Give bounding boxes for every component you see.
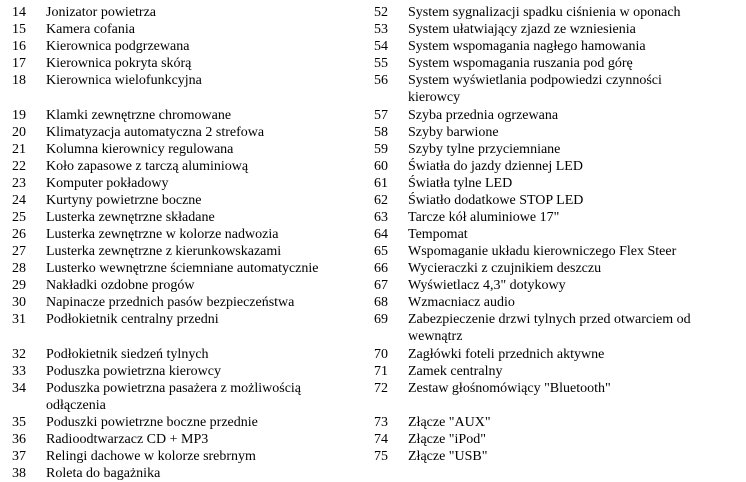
item-text: Nakładki ozdobne progów — [46, 278, 195, 293]
item-number: 24 — [12, 193, 26, 208]
item-number: 66 — [374, 261, 388, 276]
item-text: Podłokietnik centralny przedni — [46, 312, 219, 327]
item-text: Szyby tylne przyciemniane — [408, 142, 561, 157]
item-text: Lusterka zewnętrzne składane — [46, 210, 215, 225]
item-number: 53 — [374, 22, 388, 37]
item-number: 67 — [374, 278, 388, 293]
item-text: Światło dodatkowe STOP LED — [408, 193, 584, 208]
item-number: 54 — [374, 39, 388, 54]
item-text: Wspomaganie układu kierowniczego Flex Steer — [408, 244, 677, 259]
item-text: Zagłówki foteli przednich aktywne — [408, 347, 605, 362]
item-text: Wycieraczki z czujnikiem deszczu — [408, 261, 602, 276]
item-number: 25 — [12, 210, 26, 225]
item-number: 23 — [12, 176, 26, 191]
item-number: 19 — [12, 108, 26, 123]
item-text: Lusterka zewnętrzne z kierunkowskazami — [46, 244, 282, 259]
item-text: Klimatyzacja automatyczna 2 strefowa — [46, 125, 265, 140]
item-text: Światła tylne LED — [408, 176, 513, 191]
item-text: Roleta do bagażnika — [46, 466, 161, 481]
item-text: Tempomat — [408, 227, 468, 242]
item-text: Zestaw głośnomówiący "Bluetooth" — [408, 381, 611, 396]
item-text: Złącze "AUX" — [408, 415, 491, 430]
item-number: 57 — [374, 108, 388, 123]
item-text: Kierownica wielofunkcyjna — [46, 73, 202, 88]
item-number: 31 — [12, 312, 26, 327]
item-number: 73 — [374, 415, 388, 430]
item-number: 21 — [12, 142, 26, 157]
item-number: 27 — [12, 244, 26, 259]
item-text: Poduszki powietrzne boczne przednie — [46, 415, 258, 430]
item-text: Podłokietnik siedzeń tylnych — [46, 347, 209, 362]
item-number: 68 — [374, 295, 388, 310]
item-number: 17 — [12, 56, 26, 71]
item-text: Złącze "USB" — [408, 449, 488, 464]
item-number: 18 — [12, 73, 26, 88]
item-number: 58 — [374, 125, 388, 140]
item-text: Kamera cofania — [46, 22, 135, 37]
item-text: System sygnalizacji spadku ciśnienia w oponach — [408, 5, 681, 20]
item-text: Relingi dachowe w kolorze srebrnym — [46, 449, 256, 464]
item-number: 52 — [374, 5, 388, 20]
item-number: 16 — [12, 39, 26, 54]
item-text: Światła do jazdy dziennej LED — [408, 159, 583, 174]
item-number: 75 — [374, 449, 388, 464]
item-text: Szyby barwione — [408, 125, 499, 140]
item-number: 61 — [374, 176, 388, 191]
item-number: 20 — [12, 125, 26, 140]
item-text: Kurtyny powietrzne boczne — [46, 193, 202, 208]
item-number: 34 — [12, 381, 26, 396]
item-number: 28 — [12, 261, 26, 276]
item-number: 72 — [374, 381, 388, 396]
item-text: Poduszka powietrzna kierowcy — [46, 364, 221, 379]
item-number: 29 — [12, 278, 26, 293]
item-number: 14 — [12, 5, 26, 20]
item-number: 65 — [374, 244, 388, 259]
item-text: Tarcze kół aluminiowe 17" — [408, 210, 560, 225]
item-text: Jonizator powietrza — [46, 5, 157, 20]
item-text: Kolumna kierownicy regulowana — [46, 142, 234, 157]
item-number: 22 — [12, 159, 26, 174]
item-number: 30 — [12, 295, 26, 310]
item-number: 32 — [12, 347, 26, 362]
item-number: 15 — [12, 22, 26, 37]
item-text: Zabezpieczenie drzwi tylnych przed otwarciem od wewnątrz — [408, 312, 691, 344]
item-number: 63 — [374, 210, 388, 225]
item-number: 62 — [374, 193, 388, 208]
item-number: 70 — [374, 347, 388, 362]
item-number: 64 — [374, 227, 388, 242]
item-text: Koło zapasowe z tarczą aluminiową — [46, 159, 249, 174]
item-number: 59 — [374, 142, 388, 157]
item-text: System wspomagania ruszania pod górę — [408, 56, 633, 71]
item-number: 33 — [12, 364, 26, 379]
item-text: Poduszka powietrzna pasażera z możliwością odłączenia — [46, 381, 302, 413]
item-text: Kierownica podgrzewana — [46, 39, 190, 54]
item-number: 71 — [374, 364, 388, 379]
item-number: 35 — [12, 415, 26, 430]
item-text: Klamki zewnętrzne chromowane — [46, 108, 232, 123]
item-number: 56 — [374, 73, 388, 88]
item-number: 60 — [374, 159, 388, 174]
item-number: 74 — [374, 432, 388, 447]
item-text: Zamek centralny — [408, 364, 503, 379]
item-text: Złącze "iPod" — [408, 432, 486, 447]
item-number: 69 — [374, 312, 388, 327]
item-text: Radioodtwarzacz CD + MP3 — [46, 432, 209, 447]
item-text: Napinacze przednich pasów bezpieczeństwa — [46, 295, 295, 310]
item-number: 38 — [12, 466, 26, 481]
item-text: Komputer pokładowy — [46, 176, 169, 191]
item-text: System wyświetlania podpowiedzi czynności kierowcy — [408, 73, 662, 105]
item-text: Kierownica pokryta skórą — [46, 56, 192, 71]
item-text: System ułatwiający zjazd ze wzniesienia — [408, 22, 636, 37]
item-text: Lusterka zewnętrzne w kolorze nadwozia — [46, 227, 279, 242]
item-number: 37 — [12, 449, 26, 464]
item-number: 36 — [12, 432, 26, 447]
item-number: 55 — [374, 56, 388, 71]
item-text: Wzmacniacz audio — [408, 295, 515, 310]
item-text: System wspomagania nagłego hamowania — [408, 39, 646, 54]
item-text: Lusterko wewnętrzne ściemniane automatycznie — [46, 261, 319, 276]
item-text: Wyświetlacz 4,3" dotykowy — [408, 278, 566, 293]
item-text: Szyba przednia ogrzewana — [408, 108, 559, 123]
item-number: 26 — [12, 227, 26, 242]
